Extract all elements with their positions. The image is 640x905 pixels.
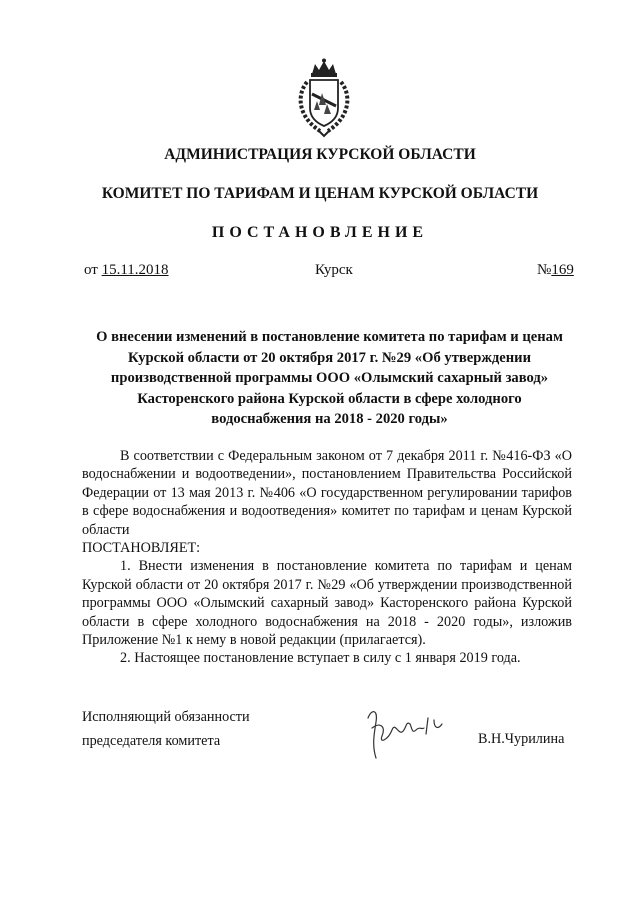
committee-heading: КОМИТЕТ ПО ТАРИФАМ И ЦЕНАМ КУРСКОЙ ОБЛАСТИ (101, 185, 539, 202)
number-prefix: № (537, 262, 552, 278)
position-line-1: Исполняющий обязанности (82, 709, 250, 725)
document-title: О внесении изменений в постановление комитета по тарифам и ценам Курской области от 20 октября 2017 г. №29 «Об утверждении производственной программы ООО «Олымский сахарный завод» Касторенского района Курской области в сфере холодного водоснабжения на 2018 - 2020 годы» (96, 329, 563, 427)
item-1-paragraph: 1. Внести изменения в постановление комитета по тарифам и ценам Курской области от 20 октября 2017 г. №29 «Об утверждении производственной программы ООО «Олымский сахарный завод» Касторенского района Курской области в сфере холодного водоснабжения на 2018 - 2020 годы», изложив Приложение №1 к нему в новой редакции (прилагается). (82, 558, 572, 649)
signatory-position (82, 707, 250, 755)
document-date (84, 262, 169, 279)
preamble-paragraph: В соответствии с Федеральным законом от 7 декабря 2011 г. №416-ФЗ «О водоснабжении и водоотведении», постановлением Правительства Российской Федерации от 13 мая 2013 г. №406 «О государственном регулировании тарифов в сфере водоснабжения и водоотведения» комитет по тарифам и ценам Курской области (82, 448, 572, 538)
number-value: 169 (551, 262, 574, 278)
item-2-paragraph: 2. Настоящее постановление вступает в силу с 1 января 2019 года. (120, 650, 521, 667)
date-value: 15.11.2018 (101, 262, 169, 278)
document-number (537, 262, 574, 279)
date-prefix: от (84, 262, 98, 278)
signatory-name: В.Н.Чурилина (478, 731, 565, 747)
handwritten-signature (362, 700, 452, 764)
resolves-line: ПОСТАНОВЛЯЕТ: (82, 540, 201, 557)
coat-of-arms-icon (293, 58, 355, 138)
document-city: Курск (315, 262, 353, 278)
administration-heading: АДМИНИСТРАЦИЯ КУРСКОЙ ОБЛАСТИ (164, 146, 476, 163)
document-body (82, 447, 572, 668)
position-line-2: председателя комитета (82, 733, 221, 749)
document-type-heading: ПОСТАНОВЛЕНИЕ (211, 224, 429, 241)
